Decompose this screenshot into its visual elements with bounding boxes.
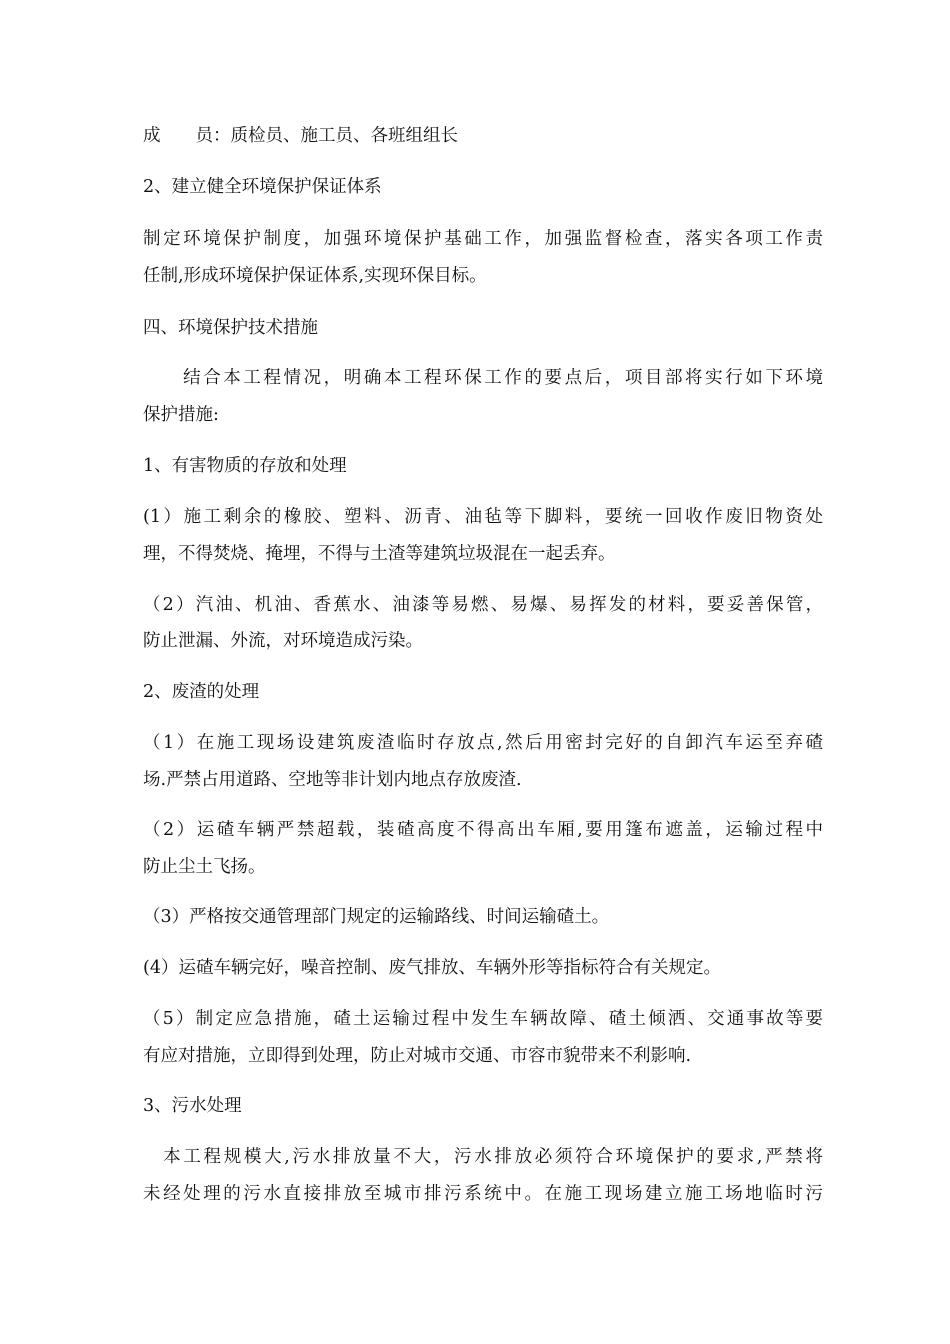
item-3-p1-line-1: 本工程规模大,污水排放量不大，污水排放必须符合环境保护的要求,严禁将 — [143, 1147, 823, 1167]
item-2-p1-line-1: （1）在施工现场设建筑废渣临时存放点,然后用密封完好的自卸汽车运至弃碴 — [143, 733, 823, 753]
item-2-p3: （3）严格按交通管理部门规定的运输路线、时间运输碴土。 — [143, 907, 610, 927]
item-2-p5-line-1: （5）制定应急措施，碴土运输过程中发生车辆故障、碴土倾洒、交通事故等要 — [143, 1009, 823, 1029]
section-2-paragraph-line-2: 任制,形成环境保护保证体系,实现环保目标。 — [143, 266, 487, 286]
item-1-heading: 1、有害物质的存放和处理 — [143, 456, 347, 476]
section-2-heading: 2、建立健全环境保护保证体系 — [143, 177, 382, 197]
item-2-heading: 2、废渣的处理 — [143, 682, 260, 702]
item-2-p5-line-2: 有应对措施，立即得到处理，防止对城市交通、市容市貌带来不利影响. — [143, 1046, 692, 1066]
item-2-p2-line-2: 防止尘土飞扬。 — [143, 857, 266, 877]
part-4-heading: 四、环境保护技术措施 — [143, 318, 318, 338]
item-2-p4: (4）运碴车辆完好，噪音控制、废气排放、车辆外形等指标符合有关规定。 — [143, 958, 721, 978]
item-1-p1-line-2: 理，不得焚烧、掩埋，不得与土渣等建筑垃圾混在一起丢弃。 — [143, 544, 616, 564]
item-1-p2-line-1: （2）汽油、机油、香蕉水、油漆等易燃、易爆、易挥发的材料，要妥善保管， — [143, 595, 823, 615]
item-1-p2-line-2: 防止泄漏、外流，对环境造成污染。 — [143, 631, 423, 651]
members-line: 成 员：质检员、施工员、各班组组长 — [143, 126, 458, 146]
part-4-intro-line-1: 结合本工程情况，明确本工程环保工作的要点后，项目部将实行如下环境 — [143, 368, 823, 388]
item-3-heading: 3、污水处理 — [143, 1096, 242, 1116]
part-4-intro-line-2: 保护措施: — [143, 405, 219, 425]
item-2-p1-line-2: 场.严禁占用道路、空地等非计划内地点存放废渣. — [143, 770, 522, 790]
item-2-p2-line-1: （2）运碴车辆严禁超载，装碴高度不得高出车厢,要用篷布遮盖，运输过程中 — [143, 820, 823, 840]
item-3-p1-line-2: 未经处理的污水直接排放至城市排污系统中。在施工现场建立施工场地临时污 — [143, 1184, 823, 1204]
item-1-p1-line-1: (1）施工剩余的橡胶、塑料、沥青、油毡等下脚料，要统一回收作废旧物资处 — [143, 507, 823, 527]
section-2-paragraph-line-1: 制定环境保护制度，加强环境保护基础工作，加强监督检查，落实各项工作责 — [143, 229, 823, 249]
